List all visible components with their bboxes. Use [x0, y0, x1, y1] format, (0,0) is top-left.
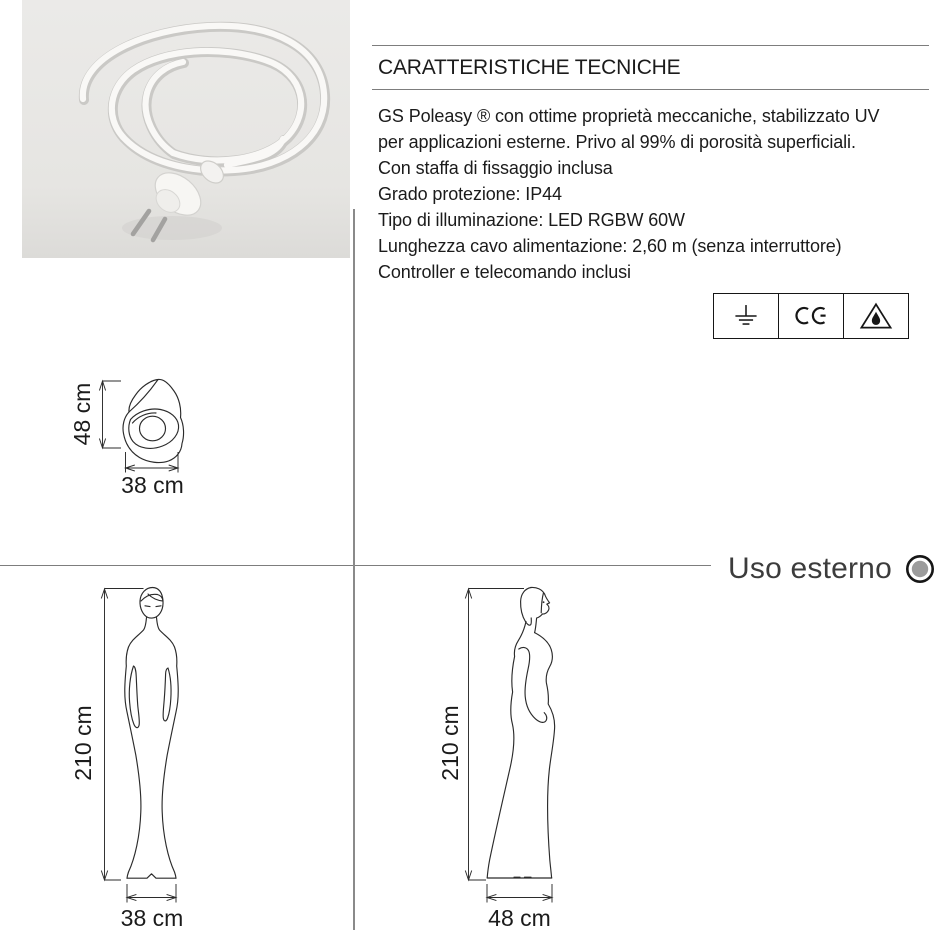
base-dimension-lines: [99, 381, 178, 473]
spec-line: Controller e telecomando inclusi: [378, 262, 631, 282]
earth-ground-icon: [723, 298, 769, 334]
outdoor-use-badge: [728, 548, 935, 590]
specs-title: CARATTERISTICHE TECNICHE: [378, 56, 681, 79]
cable-plug-photo-svg: [22, 0, 350, 258]
ce-mark-icon: [788, 298, 834, 334]
specs-section: [372, 45, 929, 285]
spec-line: Con staffa di fissaggio inclusa: [378, 158, 613, 178]
figure-front-outline: [125, 588, 178, 879]
cert-cell-ce: [778, 294, 843, 338]
cert-cell-earth: [714, 294, 778, 338]
figure-side-outline: [487, 587, 554, 878]
spec-line: Grado protezione: IP44: [378, 184, 562, 204]
base-height-label: 48 cm: [69, 382, 96, 446]
cert-cell-drop: [843, 294, 908, 338]
figure-side-height-label: 210 cm: [437, 705, 464, 781]
figure-front-width-label: 38 cm: [120, 905, 184, 931]
base-drawing: [60, 372, 200, 500]
base-width-label: 38 cm: [121, 472, 184, 498]
outdoor-use-label: Uso esterno: [728, 552, 892, 585]
vertical-divider: [353, 209, 355, 930]
figure-front-height-label: 210 cm: [70, 705, 97, 781]
spec-line: GS Poleasy ® con ottime proprietà meccaniche, stabilizzato UV: [378, 106, 880, 126]
spec-lines: [372, 90, 929, 285]
spec-line: Lunghezza cavo alimentazione: 2,60 m (senza interruttore): [378, 236, 842, 256]
outdoor-use-icon: [905, 554, 935, 584]
figure-side-drawing: [428, 578, 570, 940]
water-drop-warning-icon: [853, 298, 899, 334]
horizontal-divider: [0, 565, 711, 566]
certification-strip: [713, 293, 909, 339]
figure-side-depth-label: 48 cm: [488, 905, 551, 931]
spec-line: Tipo di illuminazione: LED RGBW 60W: [378, 210, 685, 230]
cable-plug-photo: [22, 0, 350, 258]
figure-front-drawing: [58, 578, 200, 940]
spec-line: per applicazioni esterne. Privo al 99% di porosità superficiali.: [378, 132, 856, 152]
base-outline: [123, 379, 184, 462]
